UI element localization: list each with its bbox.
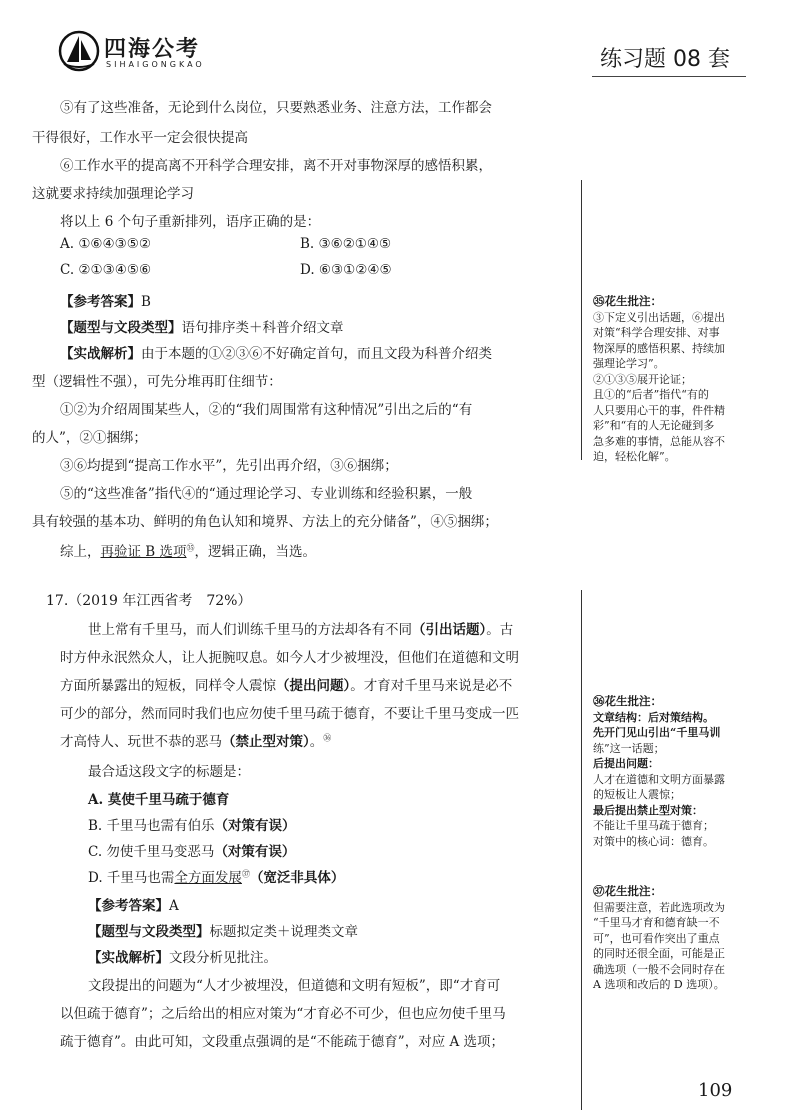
sentence-5-line2: 干得很好，工作水平一定会很快提高 xyxy=(32,130,248,146)
verify-text: 再验证 B 选项 xyxy=(100,544,187,560)
side-note-body xyxy=(593,900,749,993)
option-tag: （对策有误） xyxy=(214,844,296,860)
type-value: 标题拟定类＋说理类文章 xyxy=(209,924,358,940)
side-note-body xyxy=(593,310,749,465)
type-line xyxy=(60,316,344,336)
side-note-line: 对策“科学合理安排、对事 xyxy=(593,326,720,339)
logo-text: 四海公考 xyxy=(104,37,201,62)
analysis-label: 【实战解析】 xyxy=(60,346,141,362)
side-note-line: “千里马才育和德育缺一不 xyxy=(593,916,720,929)
passage-text: 。才育对千里马来说是必不 xyxy=(350,678,513,694)
page-title: 练习题 08 套 xyxy=(600,47,730,72)
side-note-line: 迫，轻松化解”。 xyxy=(593,450,676,463)
side-note-35 xyxy=(593,294,749,465)
passage-text: 。古 xyxy=(486,622,514,638)
logo xyxy=(58,26,238,78)
sentence-6-line1: ⑥工作水平的提高离不开科学合理安排，离不开对事物深厚的感悟积累， xyxy=(60,158,492,174)
passage-text: 。 xyxy=(309,734,324,750)
q17-option-a: A. 莫使千里马疏于德育 xyxy=(88,792,230,808)
analysis-line1 xyxy=(60,342,492,362)
conclusion-end: ，逻辑正确，当选。 xyxy=(194,544,317,560)
option-underlined: 全方面发展 xyxy=(174,870,242,886)
side-note-line: 的短板让人震惊； xyxy=(593,788,681,801)
analysis-line5: ③⑥均提到“提高工作水平”，先引出再介绍，③⑥捆绑； xyxy=(60,458,398,474)
side-note-line: 后提出问题： xyxy=(593,757,659,770)
side-note-heading: ㊱花生批注： xyxy=(593,694,662,708)
q17-analysis-line xyxy=(88,946,277,966)
option-tag: （宽泛非具体） xyxy=(249,870,345,886)
question-17-stem: 最合适这段文字的标题是： xyxy=(88,764,250,780)
passage-line2: 时方仲永泯然众人，让人扼腕叹息。如今人才少被埋没，但他们在道德和文明 xyxy=(60,650,519,666)
side-note-line: 不能让千里马疏于德育； xyxy=(593,819,714,832)
side-note-line: 强理论学习”。 xyxy=(593,357,665,370)
side-note-line: 文章结构：后对策结构。 xyxy=(593,710,714,724)
side-note-line: 的同时还很全面，可能是正 xyxy=(593,947,725,960)
answer-line xyxy=(60,290,151,310)
q17-option-d xyxy=(88,866,344,886)
margin-divider xyxy=(581,590,582,1110)
passage-text: 方面所暴露出的短板，同样令人震惊 xyxy=(60,678,276,694)
side-note-heading: ㊲花生批注： xyxy=(593,884,662,898)
option-a: A. ①⑥④③⑤② xyxy=(60,236,151,252)
passage-text: 世上常有千里马，而人们训练千里马的方法却各有不同 xyxy=(88,622,412,638)
side-note-line: 练”这一话题； xyxy=(593,741,665,755)
analysis-label: 【实战解析】 xyxy=(88,950,169,966)
margin-divider xyxy=(581,180,582,460)
option-text: C. 勿使千里马变恶马 xyxy=(88,844,215,860)
side-note-line: 物深厚的感悟积累、持续加 xyxy=(593,341,725,355)
q17-type-line xyxy=(88,920,358,940)
option-d: D. ⑥③①②④⑤ xyxy=(300,262,392,278)
side-note-37 xyxy=(593,884,749,993)
side-note-line: 彩”和“有的人无论碰到多 xyxy=(593,419,715,432)
side-note-line: 对策中的核心词：德育。 xyxy=(593,834,714,848)
side-note-line: 人只要用心干的事，件件精 xyxy=(593,403,725,417)
analysis-line2: 型（逻辑性不强），可先分堆再盯住细节： xyxy=(32,374,282,390)
page-number: 109 xyxy=(698,1080,733,1101)
side-note-36 xyxy=(593,694,749,849)
passage-tag: （提出问题） xyxy=(276,678,351,694)
sentence-6-line2: 这就要求持续加强理论学习 xyxy=(32,186,194,202)
header-divider xyxy=(592,76,746,77)
side-note-line: 确选项（一般不会同时存在 xyxy=(593,962,725,976)
passage-line3 xyxy=(60,674,512,694)
conclusion-text: 综上， xyxy=(60,544,101,560)
side-note-line: ③下定义引出话题，⑥提出 xyxy=(593,310,725,324)
side-note-body xyxy=(593,710,749,850)
analysis-line8 xyxy=(60,540,316,560)
sailboat-logo-icon xyxy=(58,30,100,72)
question-17-title: 17.（2019 年江西省考 72%） xyxy=(46,593,252,609)
analysis-text: 由于本题的①②③⑥不好确定首句，而且文段为科普介绍类 xyxy=(141,346,492,362)
passage-line1 xyxy=(88,618,513,638)
side-note-line: 先开门见山引出“千里马训 xyxy=(593,726,721,739)
option-tag: （对策有误） xyxy=(214,818,296,834)
analysis-line4: 的人”，②①捆绑； xyxy=(32,430,147,446)
q17-answer-line xyxy=(88,894,179,914)
note-marker-35: ㉟ xyxy=(186,543,195,553)
type-label: 【题型与文段类型】 xyxy=(60,320,182,336)
sentence-5-line1: ⑤有了这些准备，无论到什么岗位，只要熟悉业务、注意方法，工作都会 xyxy=(60,100,492,116)
explanation-line1: 文段提出的问题为“人才少被埋没，但道德和文明有短板”，即“才育可 xyxy=(88,978,501,994)
option-text: B. 千里马也需有伯乐 xyxy=(88,818,215,834)
note-marker-36: ㊱ xyxy=(323,733,332,743)
explanation-line3: 疏于德育”。由此可知，文段重点强调的是“不能疏于德育”，对应 A 选项； xyxy=(60,1034,505,1050)
side-note-line: 且①的“后者”指代“有的 xyxy=(593,388,709,401)
side-note-line: 最后提出禁止型对策： xyxy=(593,803,703,817)
side-note-line: A 选项和改后的 D 选项）。 xyxy=(593,978,725,991)
explanation-line2: 以但疏于德育”；之后给出的相应对策为“才育必不可少，但也应勿使千里马 xyxy=(60,1006,506,1022)
option-b: B. ③⑥②①④⑤ xyxy=(300,236,392,252)
passage-line4: 可少的部分，然而同时我们也应勿使千里马疏于德育，不要让千里马变成一匹 xyxy=(60,706,519,722)
option-text: D. 千里马也需 xyxy=(88,870,175,886)
analysis-line6: ⑤的“这些准备”指代④的“通过理论学习、专业训练和经验积累，一般 xyxy=(60,486,473,502)
analysis-line3: ①②为介绍周围某些人，②的“我们周围常有这种情况”引出之后的“有 xyxy=(60,402,473,418)
note-marker-37: ㊲ xyxy=(241,869,250,879)
type-label: 【题型与文段类型】 xyxy=(88,924,210,940)
side-note-line: 人才在道德和文明方面暴露 xyxy=(593,772,725,786)
q17-option-b xyxy=(88,814,296,834)
type-value: 语句排序类＋科普介绍文章 xyxy=(181,320,344,336)
answer-label: 【参考答案】 xyxy=(60,294,141,310)
passage-tag: （禁止型对策） xyxy=(222,734,310,750)
answer-value: B xyxy=(141,294,151,310)
side-note-line: 可”，也可看作突出了重点 xyxy=(593,931,720,945)
analysis-text: 文段分析见批注。 xyxy=(169,950,277,966)
passage-tag: （引出话题） xyxy=(412,622,487,638)
analysis-line7: 具有较强的基本功、鲜明的角色认知和境界、方法上的充分储备”，④⑤捆绑； xyxy=(32,514,498,530)
passage-text: 才高恃人、玩世不恭的恶马 xyxy=(60,734,222,750)
side-note-line: 但需要注意，若此选项改为 xyxy=(593,900,725,914)
q17-option-c xyxy=(88,840,295,860)
question-stem: 将以上 6 个句子重新排列，语序正确的是： xyxy=(60,214,321,230)
side-note-line: ②①③⑤展开论证； xyxy=(593,372,692,386)
answer-value: A xyxy=(169,898,179,914)
logo-subtext: SIHAIGONGKAO xyxy=(106,60,205,69)
option-c: C. ②①③④⑤⑥ xyxy=(60,262,152,278)
side-note-line: 急多难的事情，总能从容不 xyxy=(593,434,725,448)
answer-label: 【参考答案】 xyxy=(88,898,169,914)
side-note-heading: ㉟花生批注： xyxy=(593,294,662,308)
passage-line5 xyxy=(60,730,331,750)
